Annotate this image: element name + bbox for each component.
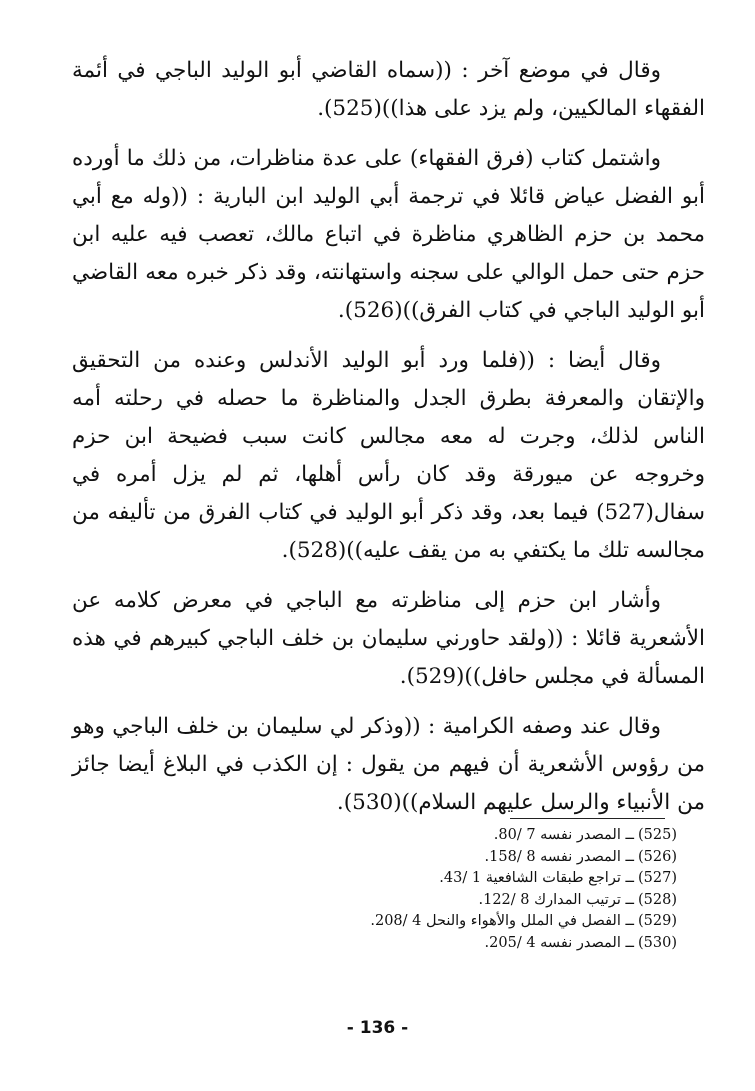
paragraph-2: واشتمل كتاب (فرق الفقهاء) على عدة مناظرات، من ذلك ما أورده أبو الفضل عياض قائلا في ترجمة أبي الوليد ابن البارية : ((وله مع أبي محمد بن حزم الظاهري مناظرة في اتباع مالك، تعصب فيه عليه ابن حزم حتى حمل الوالي على سجنه واستهانته، وقد ذكر خبره معه القاضي أبو الوليد الباجي في كتاب الفرق))(526). xyxy=(72,146,705,323)
footnote-number: (526) xyxy=(637,848,677,865)
footnote-number: (530) xyxy=(637,934,677,951)
paragraph-3: وقال أيضا : ((فلما ورد أبو الوليد الأندلس وعنده من التحقيق والإتقان والمعرفة بطرق الجدل والمناظرة ما حصله في رحلته أمه الناس لذلك، وجرت له معه مجالس كانت سبب فضيحة ابن حزم وخروجه عن ميورقة وقد كان رأس أهلها، ثم لم يزل أمره في سفال(527) فيما بعد، وقد ذكر أبو الوليد في كتاب الفرق من تأليفه من مجالسه تلك ما يكتفي به من يقف عليه))(528). xyxy=(72,348,705,563)
footnote-text: ــ ترتيب المدارك 8 /122. xyxy=(478,891,634,908)
footnote-number: (527) xyxy=(637,870,677,886)
footnote-number: (525) xyxy=(637,827,677,843)
footnote-text: ــ المصدر نفسه 7 /80. xyxy=(493,827,634,843)
footnote-number: (528) xyxy=(637,891,677,908)
footnote-527 xyxy=(117,868,677,890)
footnote-text: ــ المصدر نفسه 4 /205. xyxy=(484,934,634,951)
footnote-separator xyxy=(510,818,665,819)
footnote-text: ــ تراجع طبقات الشافعية 1 /43. xyxy=(439,870,634,886)
footnote-526 xyxy=(117,847,677,869)
footnote-text: ــ الفصل في الملل والأهواء والنحل 4 /208. xyxy=(370,913,634,929)
footnote-number: (529) xyxy=(637,913,677,929)
footnote-text: ــ المصدر نفسه 8 /158. xyxy=(484,848,634,865)
paragraph-4: وأشار ابن حزم إلى مناظرته مع الباجي في معرض كلامه عن الأشعرية قائلا : ((ولقد حاورني سليمان بن خلف الباجي كبيرهم في هذه المسألة في مجلس حافل))(529). xyxy=(72,588,705,689)
page-number: - 136 - xyxy=(346,1018,409,1038)
footnotes xyxy=(117,825,677,954)
footnote-530 xyxy=(117,933,677,955)
footnote-529 xyxy=(117,911,677,933)
footnote-528 xyxy=(117,890,677,912)
paragraph-1: وقال في موضع آخر : ((سماه القاضي أبو الوليد الباجي في أئمة الفقهاء المالكيين، ولم يزد على هذا))(525). xyxy=(72,58,705,121)
paragraph-5: وقال عند وصفه الكرامية : ((وذكر لي سليمان بن خلف الباجي وهو من رؤوس الأشعرية أن فيهم من يقول : إن الكذب في البلاغ أيضا جائز من الأنبياء والرسل عليهم السلام))(530). xyxy=(72,714,705,815)
main-text xyxy=(72,52,705,834)
footnote-525 xyxy=(117,825,677,847)
